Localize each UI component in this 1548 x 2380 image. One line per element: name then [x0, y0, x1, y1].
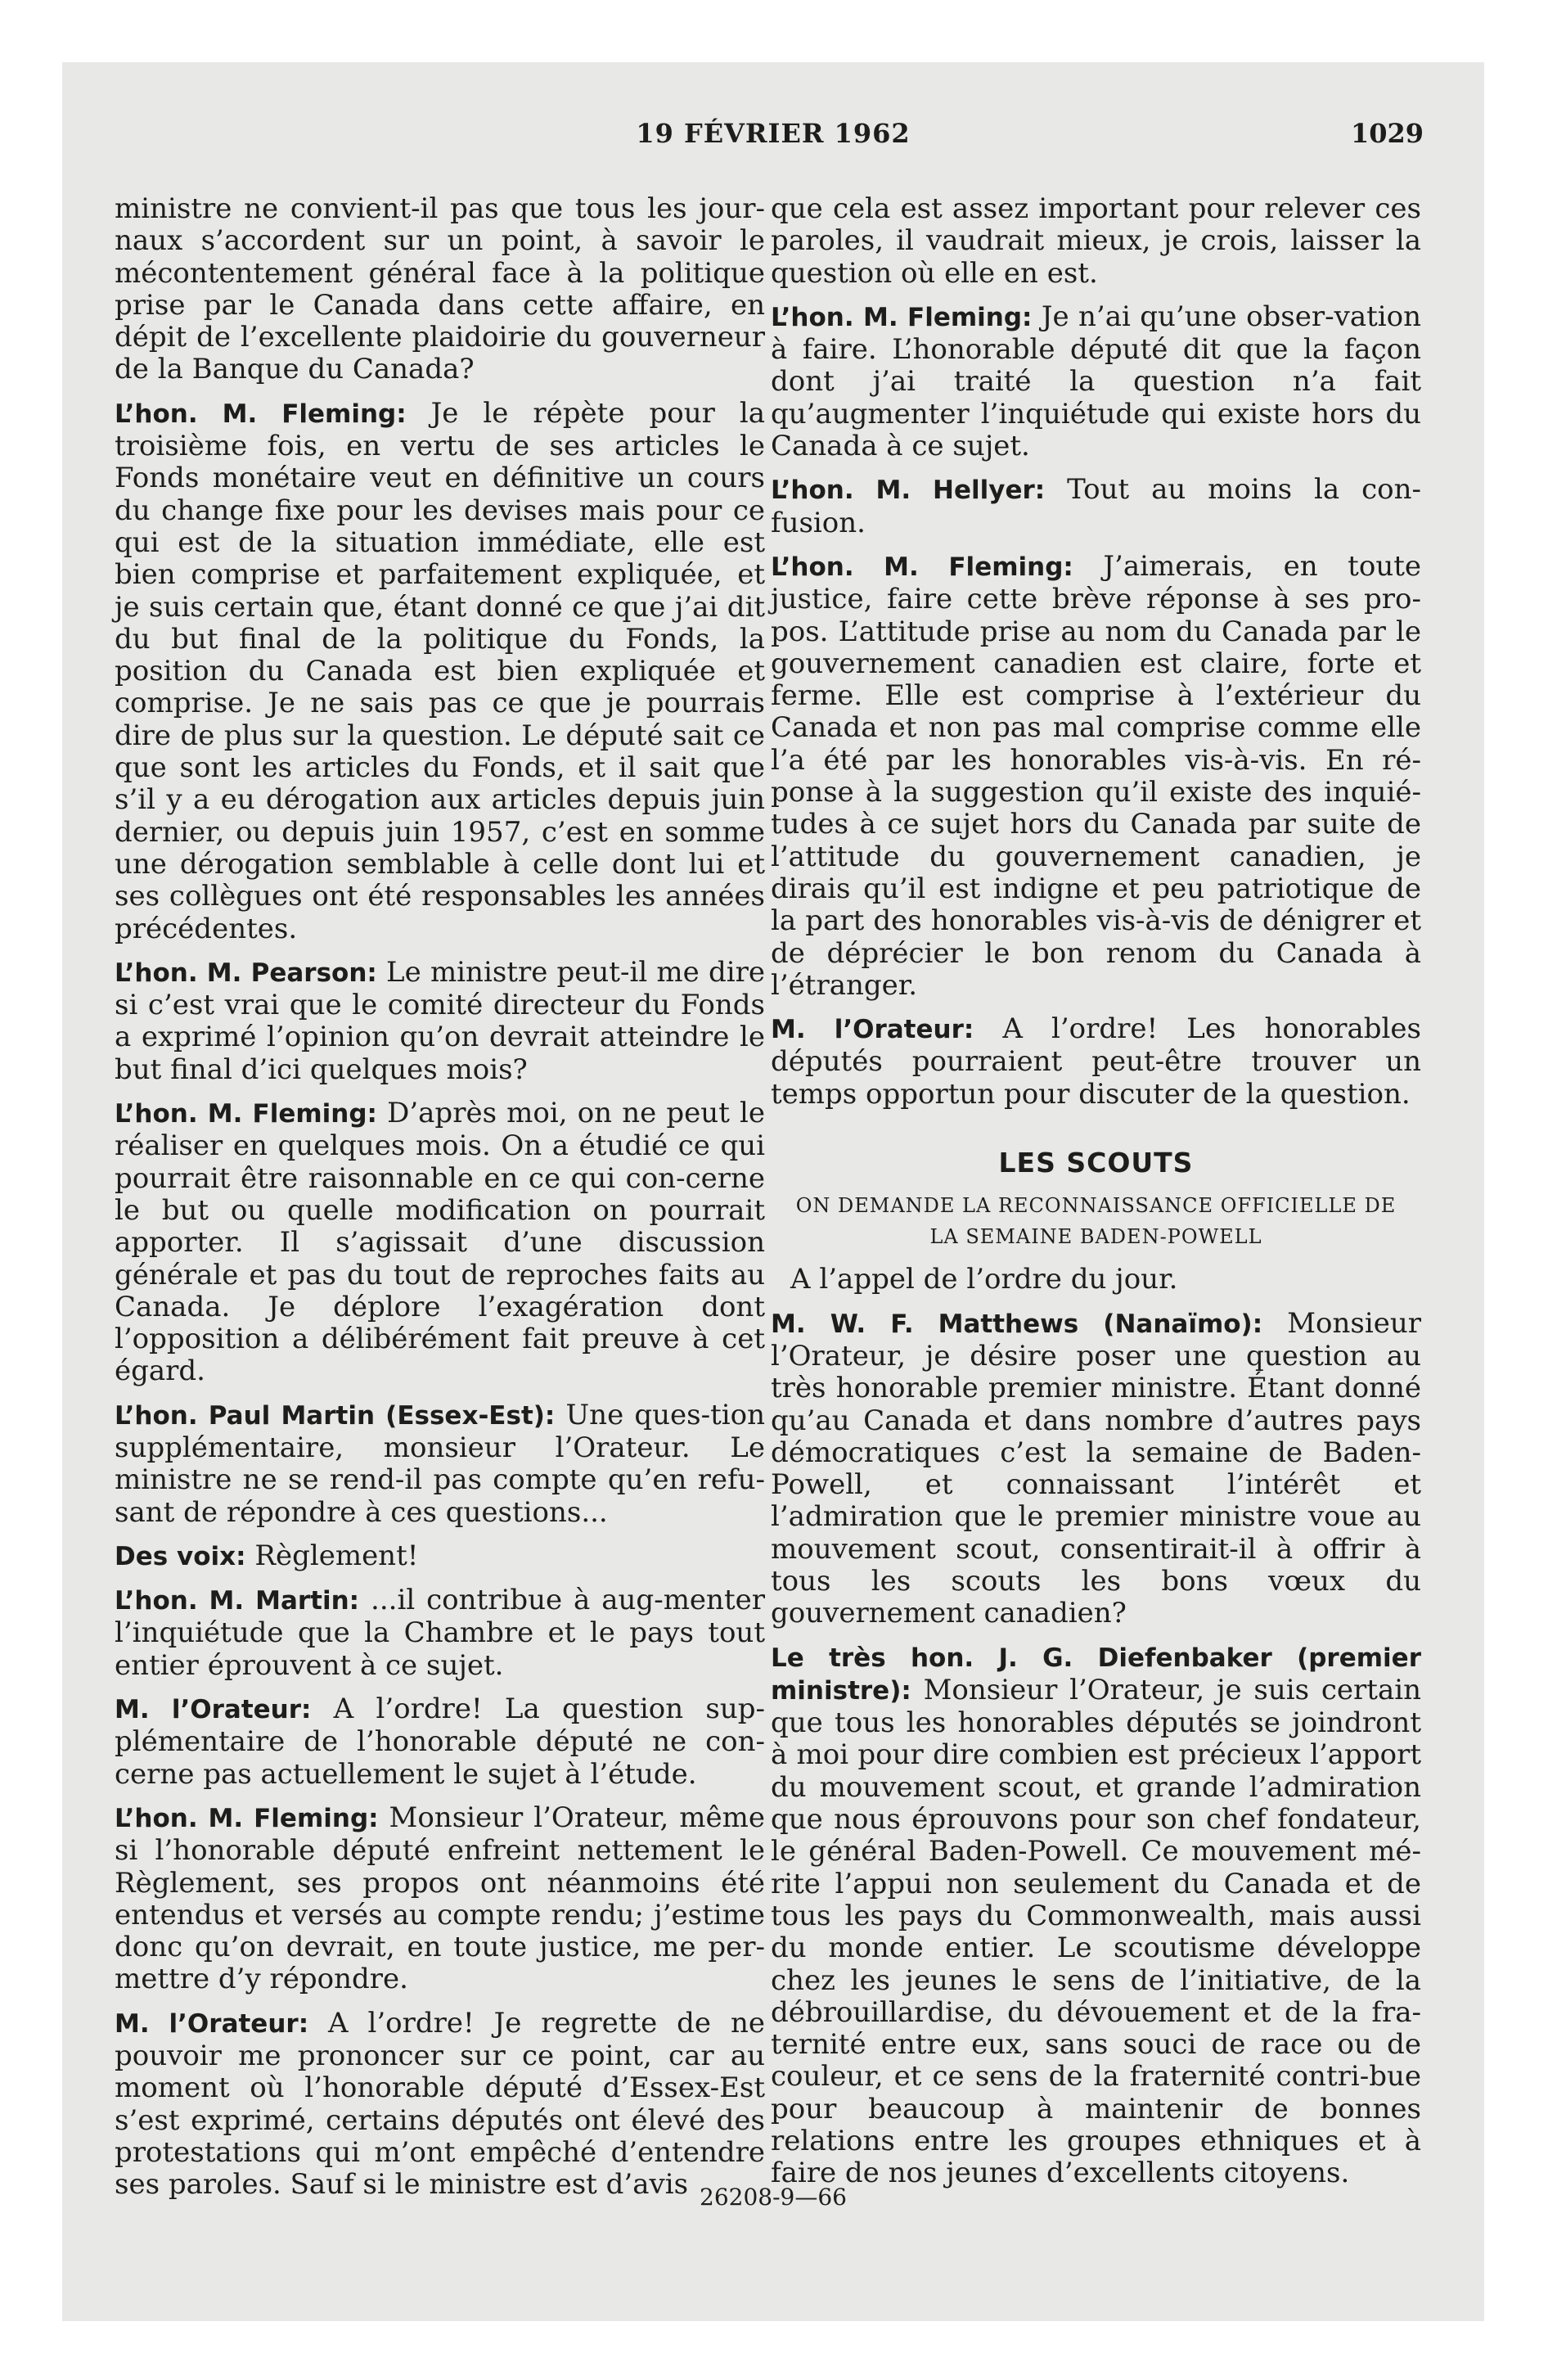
- paragraph: [771, 301, 1421, 462]
- section-subtitle: [771, 1190, 1421, 1252]
- paragraph-text: A l’ordre! Je regrette de ne pouvoir me prononcer sur ce point, car au moment où l’honorable député d’Essex-Est s’est exprimé, certains députés ont élevé des protestations qui m’ont empêché d’entendre ses paroles. Sauf si le ministre est d’avis: [115, 2006, 765, 2202]
- paragraph-text: Règlement!: [254, 1539, 419, 1572]
- right-column: [771, 193, 1421, 2202]
- paragraph: [771, 193, 1421, 290]
- page-sheet: [62, 62, 1484, 2321]
- speaker-name: L’hon. M. Fleming:: [771, 302, 1033, 332]
- paragraph: [771, 551, 1421, 1002]
- paragraph: [115, 1400, 765, 1529]
- speaker-name: M. l’Orateur:: [115, 1695, 312, 1725]
- paragraph: [771, 474, 1421, 539]
- paragraph: [771, 1013, 1421, 1111]
- paragraph-text: Je le répète pour la troisième fois, en vertu de ses articles le Fonds monétaire veut en définitive un cours du change fixe pour les devises mais pour ce qui est de la situation immédiate, elle est bien comprise et parfaitement expliquée, et je suis certain que, étant donné ce que j’ai dit du but final de la politique du Fonds, la position du Canada est bien expliquée et comprise. Je ne sais pas ce que je pourrais dire de plus sur la question. Le député sait ce que sont les articles du Fonds, et il sait que s’il y a eu dérogation aux articles depuis juin dernier, ou depuis juin 1957, c’est en somme une dérogation semblable à celle dont lui et ses collègues ont été responsables les années précédentes.: [115, 396, 766, 945]
- paragraph-text: ...il contribue à aug-menter l’inquiétude que la Chambre et le pays tout entier éprouvent à ce sujet.: [115, 1584, 765, 1682]
- left-column: [115, 193, 765, 2213]
- speaker-name: L’hon. Paul Martin (Essex-Est):: [115, 1400, 556, 1431]
- paragraph-text: Monsieur l’Orateur, même si l’honorable député enfreint nettement le Règlement, ses propos ont néanmoins été entendus et versés au compte rendu; j’estime donc qu’on devrait, en toute justice, me per-mettre d’y répondre.: [115, 1801, 766, 1996]
- section-subtitle-line: ON DEMANDE LA RECONNAISSANCE OFFICIELLE DE: [795, 1194, 1397, 1218]
- paragraph: [115, 1584, 765, 1682]
- speaker-name: L’hon. M. Fleming:: [115, 1803, 379, 1833]
- paragraph: [115, 1540, 765, 1573]
- speaker-name: L’hon. M. Martin:: [115, 1586, 360, 1616]
- page-header: [62, 118, 1484, 167]
- paragraph: [115, 1802, 765, 1996]
- paragraph: [115, 193, 765, 386]
- speaker-name: M. W. F. Matthews (Nanaïmo):: [771, 1309, 1263, 1339]
- paragraph-text: A l’ordre! La question sup-plémentaire de l’honorable député ne con-cerne pas actuellement le sujet à l’étude.: [115, 1693, 765, 1791]
- paragraph-text: Je n’ai qu’une obser-vation à faire. L’honorable député dit que la façon dont j’ai traité la question n’a fait qu’augmenter l’inquiétude qui existe hors du Canada à ce sujet.: [771, 300, 1422, 463]
- paragraph: [771, 1308, 1421, 1630]
- paragraph-text: ministre ne convient-il pas que tous les jour-naux s’accordent sur un point, à savoir le mécontentement général face à la politique prise par le Canada dans cette affaire, en dépit de l’excellente plaidoirie du gouverneur de la Banque du Canada?: [115, 192, 765, 386]
- paragraph-text: A l’ordre! Les honorables députés pourraient peut-être trouver un temps opportun pour discuter de la question.: [771, 1012, 1421, 1111]
- paragraph-text: D’après moi, on ne peut le réaliser en quelques mois. On a étudié ce qui pourrait être raisonnable en ce qui con-cerne le but ou quelle modification on pourrait apporter. Il s’agissait d’une discussion générale et pas du tout de reproches faits au Canada. Je déplore l’exagération dont l’opposition a délibérément fait preuve à cet égard.: [115, 1097, 766, 1388]
- paragraph-text: Monsieur l’Orateur, je suis certain que tous les honorables députés se joindront à moi pour dire combien est précieux l’apport du mouvement scout, et grande l’admiration que nous éprouvons pour son chef fondateur, le général Baden-Powell. Ce mouvement mé-rite l’appui non seulement du Canada et de tous les pays du Commonwealth, mais aussi du monde entier. Le scoutisme développe chez les jeunes le sens de l’initiative, de la débrouillardise, du dévouement et de la fra-ternité entre eux, sans souci de race ou de couleur, et ce sens de la fraternité contri-bue pour beaucoup à maintenir de bonnes relations entre les groupes ethniques et à faire de nos jeunes d’excellents citoyens.: [771, 1673, 1421, 2190]
- page-footer-code: 26208-9—66: [700, 2184, 847, 2211]
- page-number: 1029: [1350, 118, 1424, 149]
- paragraph-text: J’aimerais, en toute justice, faire cette brève réponse à ses pro-pos. L’attitude prise au nom du Canada par le gouvernement canadien est claire, forte et ferme. Elle est comprise à l’extérieur du Canada et non pas mal comprise comme elle l’a été par les honorables vis-à-vis. En ré-ponse à la suggestion qu’il existe des inquié-tudes à ce sujet hors du Canada par suite de l’attitude du gouvernement canadien, je dirais qu’il est indigne et peu patriotique de la part des honorables vis-à-vis de dénigrer et de déprécier le bon renom du Canada à l’étranger.: [771, 549, 1421, 1002]
- paragraph: [771, 1642, 1421, 2190]
- section-subtitle-line: LA SEMAINE BADEN-POWELL: [929, 1225, 1262, 1249]
- paragraph-text: Monsieur l’Orateur, je désire poser une question au très honorable premier ministre. Étant donné qu’au Canada et dans nombre d’autres pays démocratiques c’est la semaine de Baden-Powell, et connaissant l’intérêt et l’admiration que le premier ministre voue au mouvement scout, consentirait-il à offrir à tous les scouts les bons vœux du gouvernement canadien?: [771, 1306, 1421, 1630]
- paragraph-text: que cela est assez important pour relever ces paroles, il vaudrait mieux, je crois, laisser la question où elle en est.: [771, 192, 1421, 290]
- paragraph-text: A l’appel de l’ordre du jour.: [790, 1263, 1178, 1296]
- paragraph-text: Tout au moins la con-fusion.: [771, 473, 1421, 539]
- speaker-name: L’hon. M. Fleming:: [771, 552, 1073, 582]
- speaker-name: L’hon. M. Fleming:: [115, 399, 407, 429]
- speaker-name: Le très hon. J. G. Diefenbaker (premier ministre):: [771, 1643, 1421, 1706]
- paragraph: [115, 957, 765, 1086]
- paragraph: [771, 1264, 1421, 1296]
- paragraph: [115, 2008, 765, 2202]
- speaker-name: M. l’Orateur:: [115, 2008, 309, 2039]
- paragraph: [115, 1098, 765, 1388]
- speaker-name: L’hon. M. Pearson:: [115, 958, 377, 988]
- section-title: LES SCOUTS: [998, 1147, 1194, 1179]
- speaker-name: L’hon. M. Hellyer:: [771, 476, 1046, 506]
- paragraph: [115, 398, 765, 945]
- page-date: 19 FÉVRIER 1962: [636, 118, 911, 149]
- paragraph: [115, 1693, 765, 1791]
- paragraph-text: Une ques-tion supplémentaire, monsieur l’Orateur. Le ministre ne se rend-il pas compte qu’en refu-sant de répondre à ces questions...: [115, 1398, 765, 1529]
- paragraph-text: Le ministre peut-il me dire si c’est vrai que le comité directeur du Fonds a exprimé l’opinion qu’on devrait atteindre le but final d’ici quelques mois?: [115, 955, 766, 1086]
- speaker-name: M. l’Orateur:: [771, 1015, 974, 1045]
- speaker-name: Des voix:: [115, 1541, 246, 1571]
- speaker-name: L’hon. M. Fleming:: [115, 1099, 377, 1129]
